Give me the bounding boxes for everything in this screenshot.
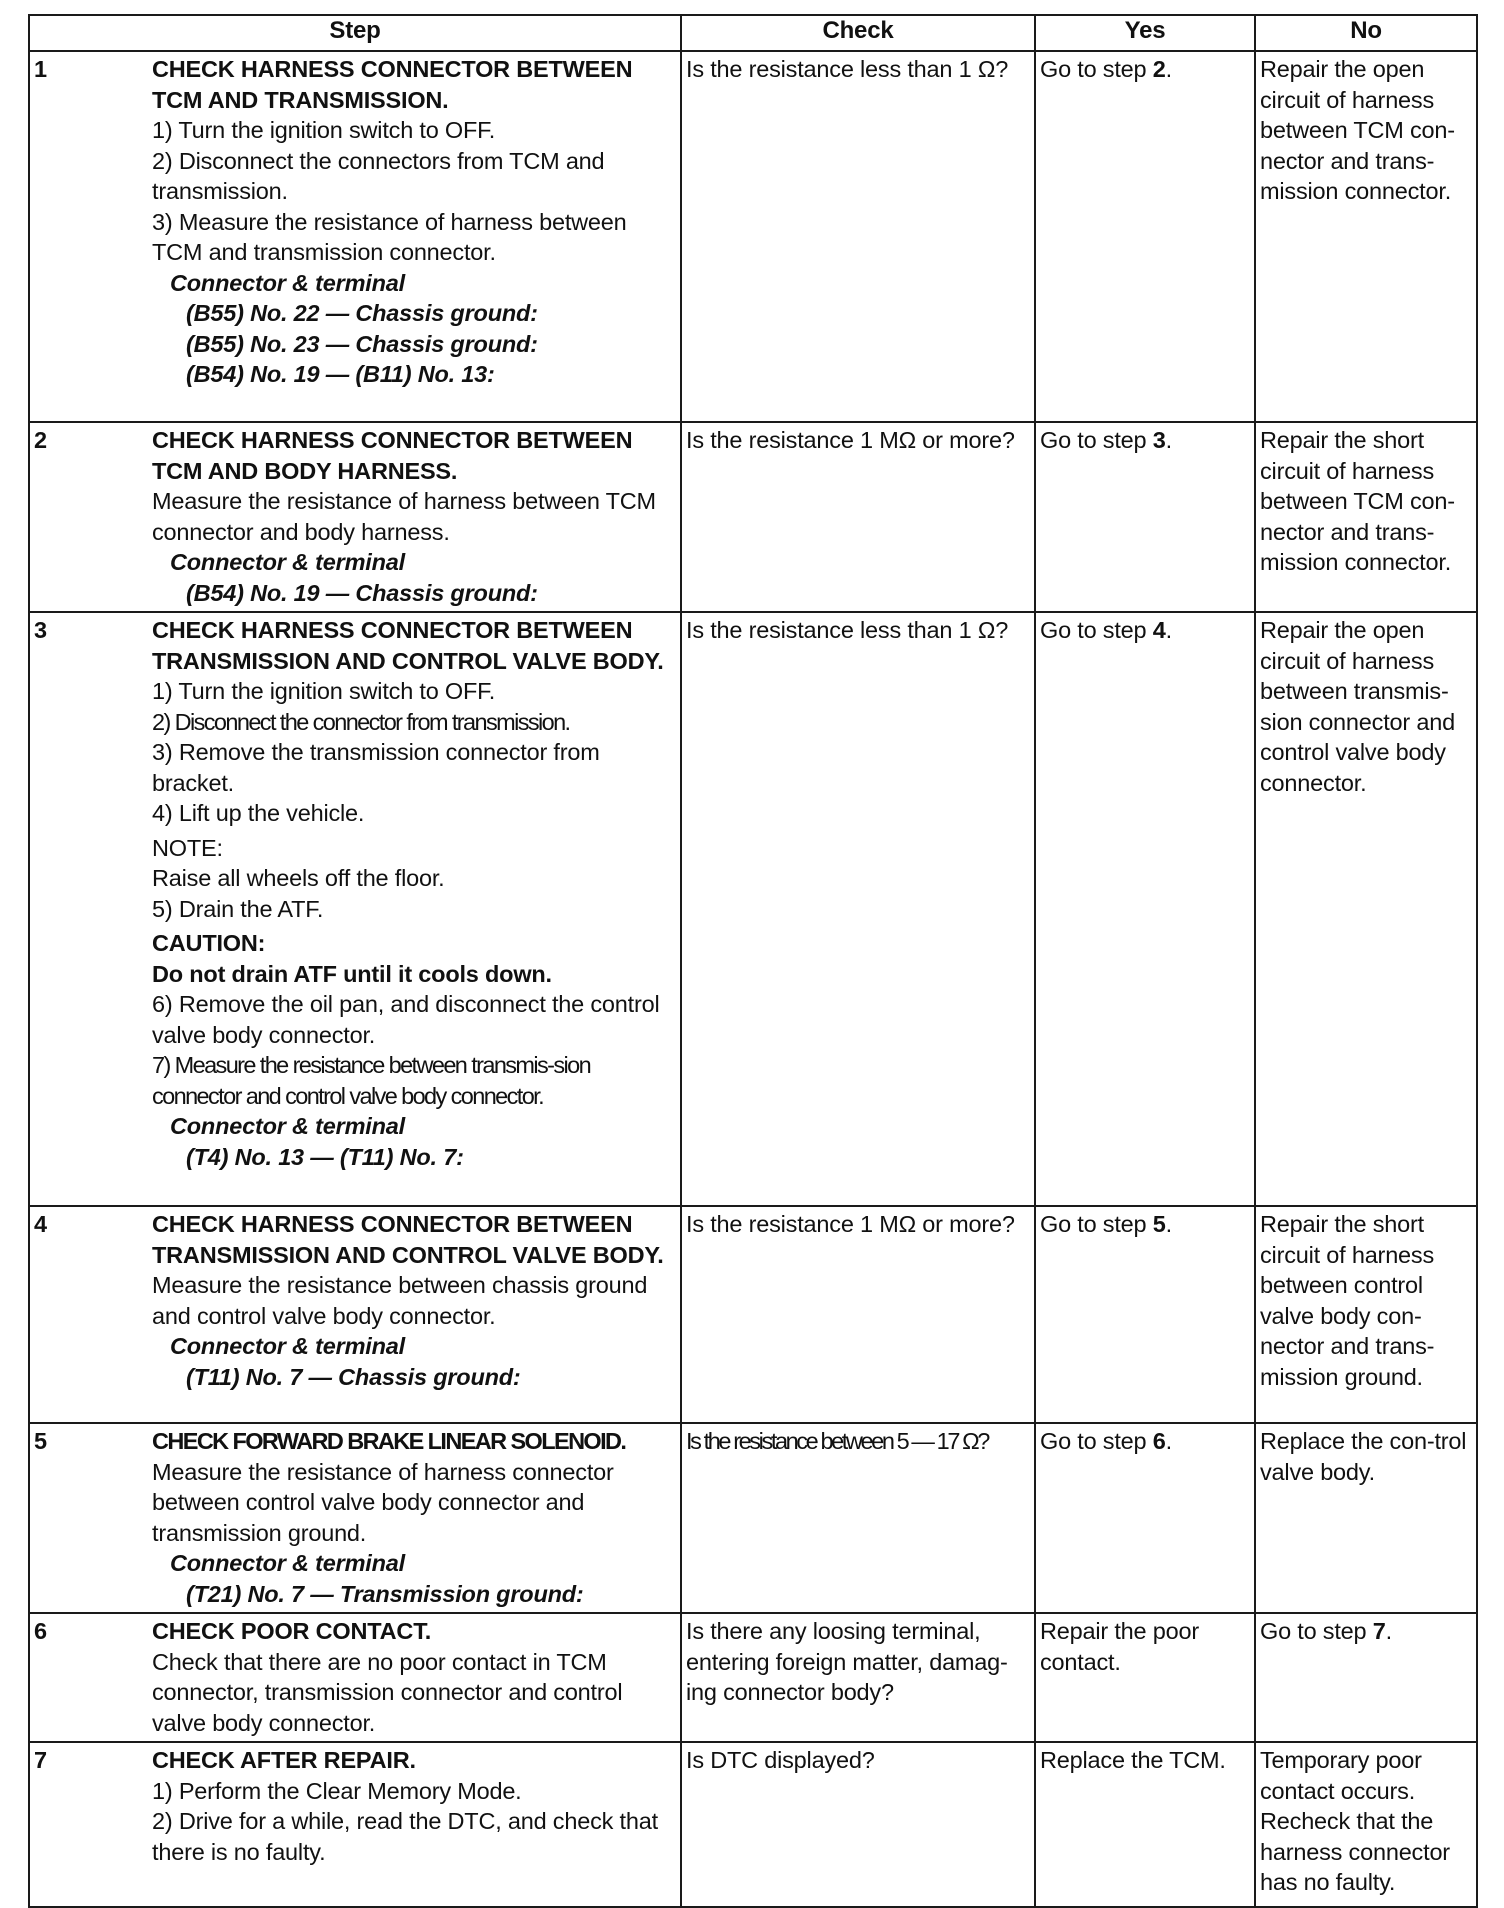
yes-text: Go to step: [1040, 56, 1153, 82]
procedure-line: 3) Remove the transmission connector from bracket.: [152, 739, 600, 796]
procedure-line: 2) Disconnect the connector from transmission.: [152, 708, 570, 735]
step-title: CHECK HARNESS CONNECTOR BETWEEN TRANSMISSION AND CONTROL VALVE BODY.: [152, 1211, 664, 1268]
step-number: 3: [34, 617, 47, 643]
yes-text: Go to step: [1040, 1428, 1153, 1454]
step-procedure: [152, 1426, 672, 1609]
yes-cell: [1035, 612, 1255, 1206]
no-cell: [1255, 1613, 1477, 1742]
no-text: Go to step: [1260, 1618, 1373, 1644]
yes-text-end: .: [1165, 1428, 1172, 1454]
procedure-line: 1) Perform the Clear Memory Mode.: [152, 1777, 522, 1804]
connector-terminal-label: Connector & terminal: [170, 269, 405, 296]
yes-text-end: .: [1165, 56, 1172, 82]
procedure-line: 4) Lift up the vehicle.: [152, 800, 365, 826]
step-cell: [29, 1206, 681, 1423]
terminal-spec: (B55) No. 23 — Chassis ground:: [186, 330, 538, 357]
no-cell: Replace the con-trol valve body.: [1255, 1423, 1477, 1613]
header-no: No: [1255, 15, 1477, 51]
caution-label: CAUTION:: [152, 930, 266, 956]
connector-terminal-label: Connector & terminal: [170, 1113, 405, 1139]
yes-text-end: .: [1165, 427, 1172, 453]
check-cell: [681, 1423, 1035, 1613]
no-cell: Repair the open circuit of harness between TCM con-nector and trans-mission connector.: [1255, 51, 1477, 422]
yes-cell: [1035, 51, 1255, 422]
yes-text-end: .: [1165, 617, 1172, 643]
step-procedure: [152, 615, 672, 1172]
step-cell: [29, 612, 681, 1206]
check-cell: Is the resistance 1 MΩ or more?: [681, 1206, 1035, 1423]
check-cell: Is the resistance less than 1 Ω?: [681, 612, 1035, 1206]
procedure-line: Measure the resistance of harness between TCM connector and body harness.: [152, 488, 656, 545]
procedure-line: 5) Drain the ATF.: [152, 895, 324, 922]
no-cell: Repair the short circuit of harness between TCM con-nector and trans-mission connector.: [1255, 422, 1477, 612]
step-cell: [29, 1742, 681, 1907]
procedure-line: 3) Measure the resistance of harness between TCM and transmission connector.: [152, 208, 627, 265]
terminal-spec: (B54) No. 19 — Chassis ground:: [186, 579, 538, 606]
procedure-line: 2) Disconnect the connectors from TCM and transmission.: [152, 147, 605, 204]
step-cell: [29, 422, 681, 612]
step-title: CHECK HARNESS CONNECTOR BETWEEN TCM AND BODY HARNESS.: [152, 427, 633, 484]
check-cell: Is DTC displayed?: [681, 1742, 1035, 1907]
step-number: 7: [34, 1747, 47, 1773]
yes-step-number: 6: [1152, 1428, 1166, 1454]
procedure-line: 7) Measure the resistance between transmis-sion connector and control valve body connector.: [152, 1052, 591, 1109]
step-procedure: [152, 1209, 672, 1392]
table-row: [29, 1423, 1477, 1613]
step-title: CHECK AFTER REPAIR.: [152, 1747, 416, 1773]
step-cell: [29, 1423, 681, 1613]
check-text: Is the resistance between 5 — 17 Ω?: [686, 1428, 988, 1454]
procedure-line: 2) Drive for a while, read the DTC, and check that there is no faulty.: [152, 1808, 658, 1865]
no-cell: Temporary poor contact occurs. Recheck that the harness connector has no faulty.: [1255, 1742, 1477, 1907]
table-row: [29, 51, 1477, 422]
step-number: 5: [34, 1428, 47, 1454]
yes-text-end: .: [1165, 1211, 1172, 1237]
terminal-spec: (B55) No. 22 — Chassis ground:: [186, 300, 538, 326]
step-title: CHECK HARNESS CONNECTOR BETWEEN TRANSMISSION AND CONTROL VALVE BODY.: [152, 617, 664, 674]
check-cell: Is the resistance less than 1 Ω?: [681, 51, 1035, 422]
check-cell: Is there any loosing terminal, entering foreign matter, damag-ing connector body?: [681, 1613, 1035, 1742]
no-cell: Repair the short circuit of harness between control valve body con-nector and trans-mission ground.: [1255, 1206, 1477, 1423]
check-cell: Is the resistance 1 MΩ or more?: [681, 422, 1035, 612]
step-number: 4: [34, 1211, 47, 1237]
yes-cell: [1035, 1423, 1255, 1613]
procedure-line: 1) Turn the ignition switch to OFF.: [152, 678, 496, 704]
diagnostic-table: [28, 14, 1478, 1908]
connector-terminal-label: Connector & terminal: [170, 1333, 405, 1359]
terminal-spec: (T21) No. 7 — Transmission ground:: [186, 1580, 584, 1607]
step-number: 2: [34, 427, 47, 453]
terminal-spec: (B54) No. 19 — (B11) No. 13:: [186, 361, 495, 387]
step-title: CHECK HARNESS CONNECTOR BETWEEN TCM AND TRANSMISSION.: [152, 56, 633, 113]
step-cell: [29, 1613, 681, 1742]
table-row: [29, 422, 1477, 612]
yes-step-number: 5: [1152, 1211, 1166, 1237]
header-yes: Yes: [1035, 15, 1255, 51]
table-row: [29, 612, 1477, 1206]
terminal-spec: (T4) No. 13 — (T11) No. 7:: [186, 1143, 464, 1170]
yes-text: Go to step: [1040, 427, 1153, 453]
procedure-line: Measure the resistance between chassis ground and control valve body connector.: [152, 1272, 648, 1329]
no-cell: Repair the open circuit of harness between transmis-sion connector and control valve body connector.: [1255, 612, 1477, 1206]
yes-cell: Repair the poor contact.: [1035, 1613, 1255, 1742]
caution-text: Do not drain ATF until it cools down.: [152, 960, 552, 987]
step-procedure: [152, 54, 672, 390]
table-row: [29, 1742, 1477, 1907]
step-number: 1: [34, 56, 47, 82]
header-row: [29, 15, 1477, 51]
note-label: NOTE:: [152, 834, 223, 861]
procedure-line: Measure the resistance of harness connector between control valve body connector and transmission ground.: [152, 1458, 614, 1546]
yes-cell: [1035, 422, 1255, 612]
step-title: CHECK FORWARD BRAKE LINEAR SOLENOID.: [152, 1428, 626, 1454]
step-number: 6: [34, 1618, 47, 1644]
no-step-number: 7: [1372, 1618, 1386, 1644]
yes-text: Go to step: [1040, 617, 1153, 643]
yes-cell: Replace the TCM.: [1035, 1742, 1255, 1907]
yes-step-number: 3: [1152, 427, 1166, 453]
header-check: Check: [681, 15, 1035, 51]
step-procedure: [152, 425, 672, 608]
header-step: Step: [29, 15, 681, 51]
no-text-end: .: [1385, 1618, 1392, 1644]
connector-terminal-label: Connector & terminal: [170, 1550, 405, 1576]
step-procedure: [152, 1745, 672, 1867]
step-procedure: [152, 1616, 672, 1738]
table-row: [29, 1613, 1477, 1742]
table-row: [29, 1206, 1477, 1423]
yes-cell: [1035, 1206, 1255, 1423]
procedure-line: Check that there are no poor contact in TCM connector, transmission connector and control valve body connector.: [152, 1648, 623, 1736]
terminal-spec: (T11) No. 7 — Chassis ground:: [186, 1363, 521, 1390]
step-cell: [29, 51, 681, 422]
procedure-line: 6) Remove the oil pan, and disconnect the control valve body connector.: [152, 991, 660, 1048]
step-title: CHECK POOR CONTACT.: [152, 1618, 432, 1644]
yes-step-number: 4: [1152, 617, 1166, 643]
connector-terminal-label: Connector & terminal: [170, 549, 405, 575]
yes-text: Go to step: [1040, 1211, 1153, 1237]
note-text: Raise all wheels off the floor.: [152, 865, 445, 891]
procedure-line: 1) Turn the ignition switch to OFF.: [152, 117, 496, 143]
yes-step-number: 2: [1152, 56, 1166, 82]
